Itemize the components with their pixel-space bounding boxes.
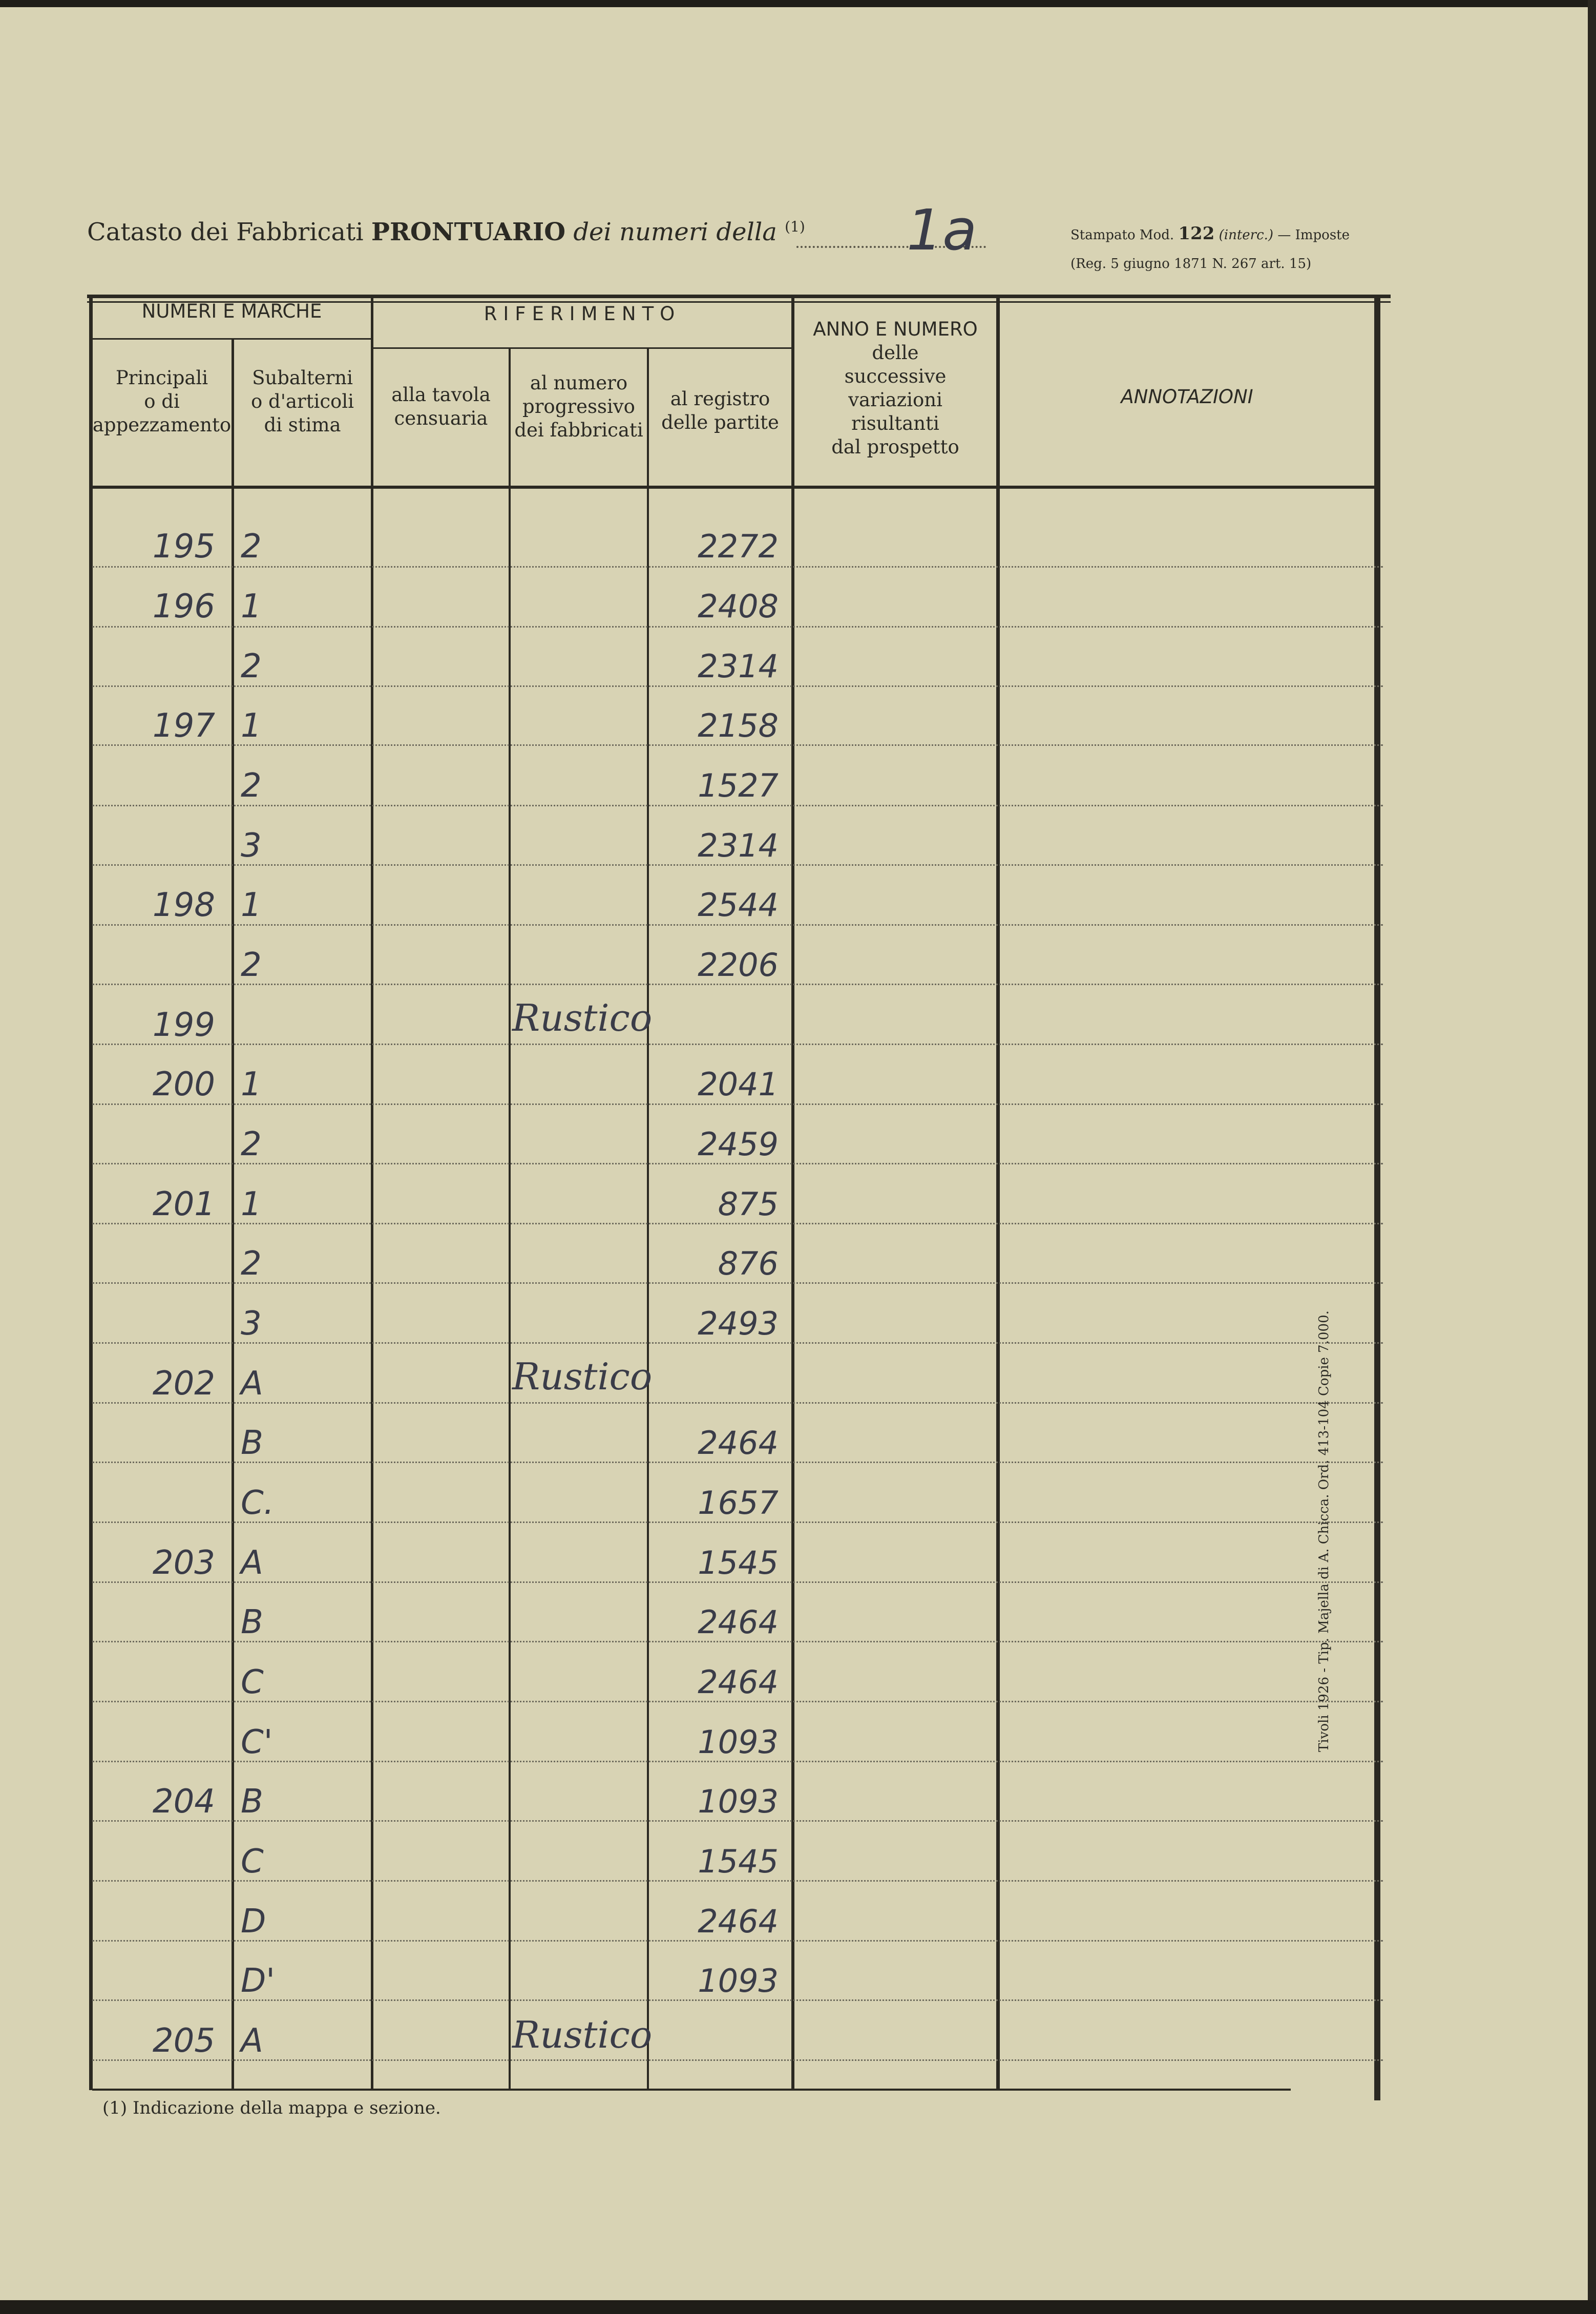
cell-principale: 200	[152, 1066, 215, 1103]
imprint-line-2: (Reg. 5 giugno 1871 N. 267 art. 15)	[1070, 256, 1312, 272]
cell-subalterno: 1	[241, 1185, 262, 1223]
cell-registro: 2544	[698, 886, 779, 924]
cell-subalterno: 2	[241, 767, 262, 805]
header-anno-numero	[794, 318, 996, 459]
cell-principale: 198	[152, 886, 215, 924]
cell-principale: 195	[152, 528, 215, 566]
row-separator	[92, 566, 1383, 568]
cell-subalterno: 2	[241, 528, 262, 566]
cell-registro: 2464	[698, 1663, 779, 1701]
header-progressivo-line2: progressivo	[522, 395, 635, 418]
cell-registro: 2464	[698, 1903, 779, 1940]
cell-subalterno: 1	[241, 886, 262, 924]
header-tavola-line2: censuaria	[394, 407, 488, 429]
cell-registro: 1093	[698, 1962, 779, 1999]
table-bottom-rule	[92, 2089, 1291, 2091]
header-tavola	[373, 383, 509, 430]
cell-subalterno: C	[241, 1663, 264, 1701]
cell-registro: 1657	[698, 1484, 779, 1521]
header-principali-line3: appezzamento	[92, 414, 232, 436]
riferimento-group-rule	[373, 347, 794, 349]
cell-subalterno: B	[241, 1603, 263, 1641]
header-anno-line1: ANNO E NUMERO	[813, 318, 978, 340]
cell-subalterno: C.	[241, 1484, 275, 1522]
header-anno-line3: successive variazioni	[844, 365, 947, 411]
cell-subalterno: 3	[241, 827, 262, 865]
cell-subalterno: B	[241, 1424, 263, 1462]
cell-subalterno: 2	[241, 946, 262, 984]
imprint-interc: (interc.)	[1219, 227, 1274, 243]
cell-registro: 2459	[698, 1125, 779, 1163]
row-separator	[92, 924, 1383, 926]
cell-subalterno: 2	[241, 1125, 262, 1163]
header-registro-line2: delle partite	[661, 411, 779, 433]
cell-registro: 1093	[698, 1723, 779, 1761]
col-rule-tavola	[509, 347, 511, 2090]
header-subalterni	[234, 366, 371, 437]
row-separator	[92, 1044, 1383, 1045]
imprint-prefix: Stampato Mod.	[1070, 227, 1174, 243]
title-part-numeri: dei numeri della	[573, 218, 777, 246]
cell-subalterno: 1	[241, 1066, 262, 1103]
cell-registro: 2314	[698, 827, 779, 864]
cell-registro: 2272	[698, 528, 779, 565]
header-numero-progressivo	[511, 371, 647, 442]
cell-principale: 196	[152, 588, 215, 626]
cell-subalterno: B	[241, 1783, 263, 1821]
cell-subalterno: C	[241, 1843, 264, 1881]
col-rule-right	[1374, 295, 1380, 2100]
cell-principale: 202	[152, 1365, 215, 1403]
cell-subalterno: C'	[241, 1723, 273, 1761]
title-footnote-ref: (1)	[785, 218, 805, 235]
header-anno-line5: dal prospetto	[831, 436, 959, 458]
title-part-catasto: Catasto dei Fabbricati	[87, 218, 364, 246]
header-riferimento: RIFERIMENTO	[484, 303, 681, 325]
cell-registro: 1527	[698, 767, 779, 804]
row-separator	[92, 1103, 1383, 1105]
cell-registro: 2464	[698, 1424, 779, 1462]
cell-registro: 2314	[698, 648, 779, 685]
cell-registro: 2041	[698, 1066, 779, 1103]
imprint-model-number: 122	[1178, 223, 1215, 244]
cell-principale: 205	[152, 2022, 215, 2060]
cell-subalterno: 1	[241, 588, 262, 626]
col-rule-principali	[232, 338, 234, 2090]
cell-principale: 203	[152, 1544, 215, 1582]
header-principali-line2: o di	[144, 390, 180, 412]
cell-principale: 199	[152, 1006, 215, 1044]
header-principali-line1: Principali	[115, 367, 208, 389]
cell-subalterno: A	[241, 2022, 263, 2060]
header-tavola-line1: alla tavola	[391, 384, 491, 406]
cell-subalterno: 2	[241, 1245, 262, 1283]
row-separator	[92, 626, 1383, 628]
row-separator	[92, 805, 1383, 806]
handwritten-section: 1a	[907, 197, 977, 263]
imprint-imposte: — Imposte	[1277, 227, 1350, 243]
cell-registro: 1545	[698, 1544, 779, 1581]
header-subalterni-line1: Subalterni	[252, 367, 353, 389]
header-anno-line2: delle	[872, 342, 919, 364]
header-bottom-rule	[92, 486, 1380, 489]
title-part-prontuario: PRONTUARIO	[371, 218, 566, 246]
cell-rustico-note: Rustico	[512, 1355, 653, 1398]
cell-registro: 876	[718, 1245, 779, 1282]
cell-registro: 2493	[698, 1305, 779, 1342]
header-anno-line4: risultanti	[851, 412, 939, 434]
header-numeri-e-marche: NUMERI E MARCHE	[141, 300, 322, 322]
cell-registro: 1093	[698, 1783, 779, 1820]
cell-rustico-note: Rustico	[512, 996, 653, 1039]
cell-rustico-note: Rustico	[512, 2013, 653, 2056]
cell-registro: 2158	[698, 707, 779, 744]
cell-subalterno: 2	[241, 648, 262, 685]
cell-registro: 2464	[698, 1603, 779, 1641]
header-annotazioni: ANNOTAZIONI	[1121, 386, 1253, 408]
side-printer-imprint: Tivoli 1926 - Tip. Majella di A. Chicca. Ord. 413-104 Copie 7.000.	[1316, 1310, 1332, 1752]
cell-subalterno: D	[241, 1903, 266, 1941]
header-registro-line1: al registro	[670, 388, 770, 410]
header-principali	[92, 366, 232, 437]
cell-subalterno: A	[241, 1365, 263, 1403]
cell-registro: 2408	[698, 588, 779, 625]
header-registro	[649, 387, 791, 434]
cell-registro: 1545	[698, 1843, 779, 1880]
cell-subalterno: 1	[241, 707, 262, 745]
cell-principale: 197	[152, 707, 215, 745]
header-progressivo-line3: dei fabbricati	[514, 419, 643, 441]
cell-subalterno: A	[241, 1544, 263, 1582]
footnote: (1) Indicazione della mappa e sezione.	[102, 2098, 441, 2118]
cell-subalterno: D'	[241, 1962, 275, 2000]
header-progressivo-line1: al numero	[530, 372, 628, 394]
table-top-rule	[87, 295, 1391, 298]
cell-principale: 204	[152, 1783, 215, 1821]
cell-registro: 875	[718, 1185, 779, 1223]
cell-registro: 2206	[698, 946, 779, 984]
cell-principale: 201	[152, 1185, 215, 1223]
header-subalterni-line3: di stima	[264, 414, 341, 436]
row-separator	[92, 685, 1383, 687]
cell-subalterno: 3	[241, 1305, 262, 1343]
header-subalterni-line2: o d'articoli	[250, 390, 354, 412]
